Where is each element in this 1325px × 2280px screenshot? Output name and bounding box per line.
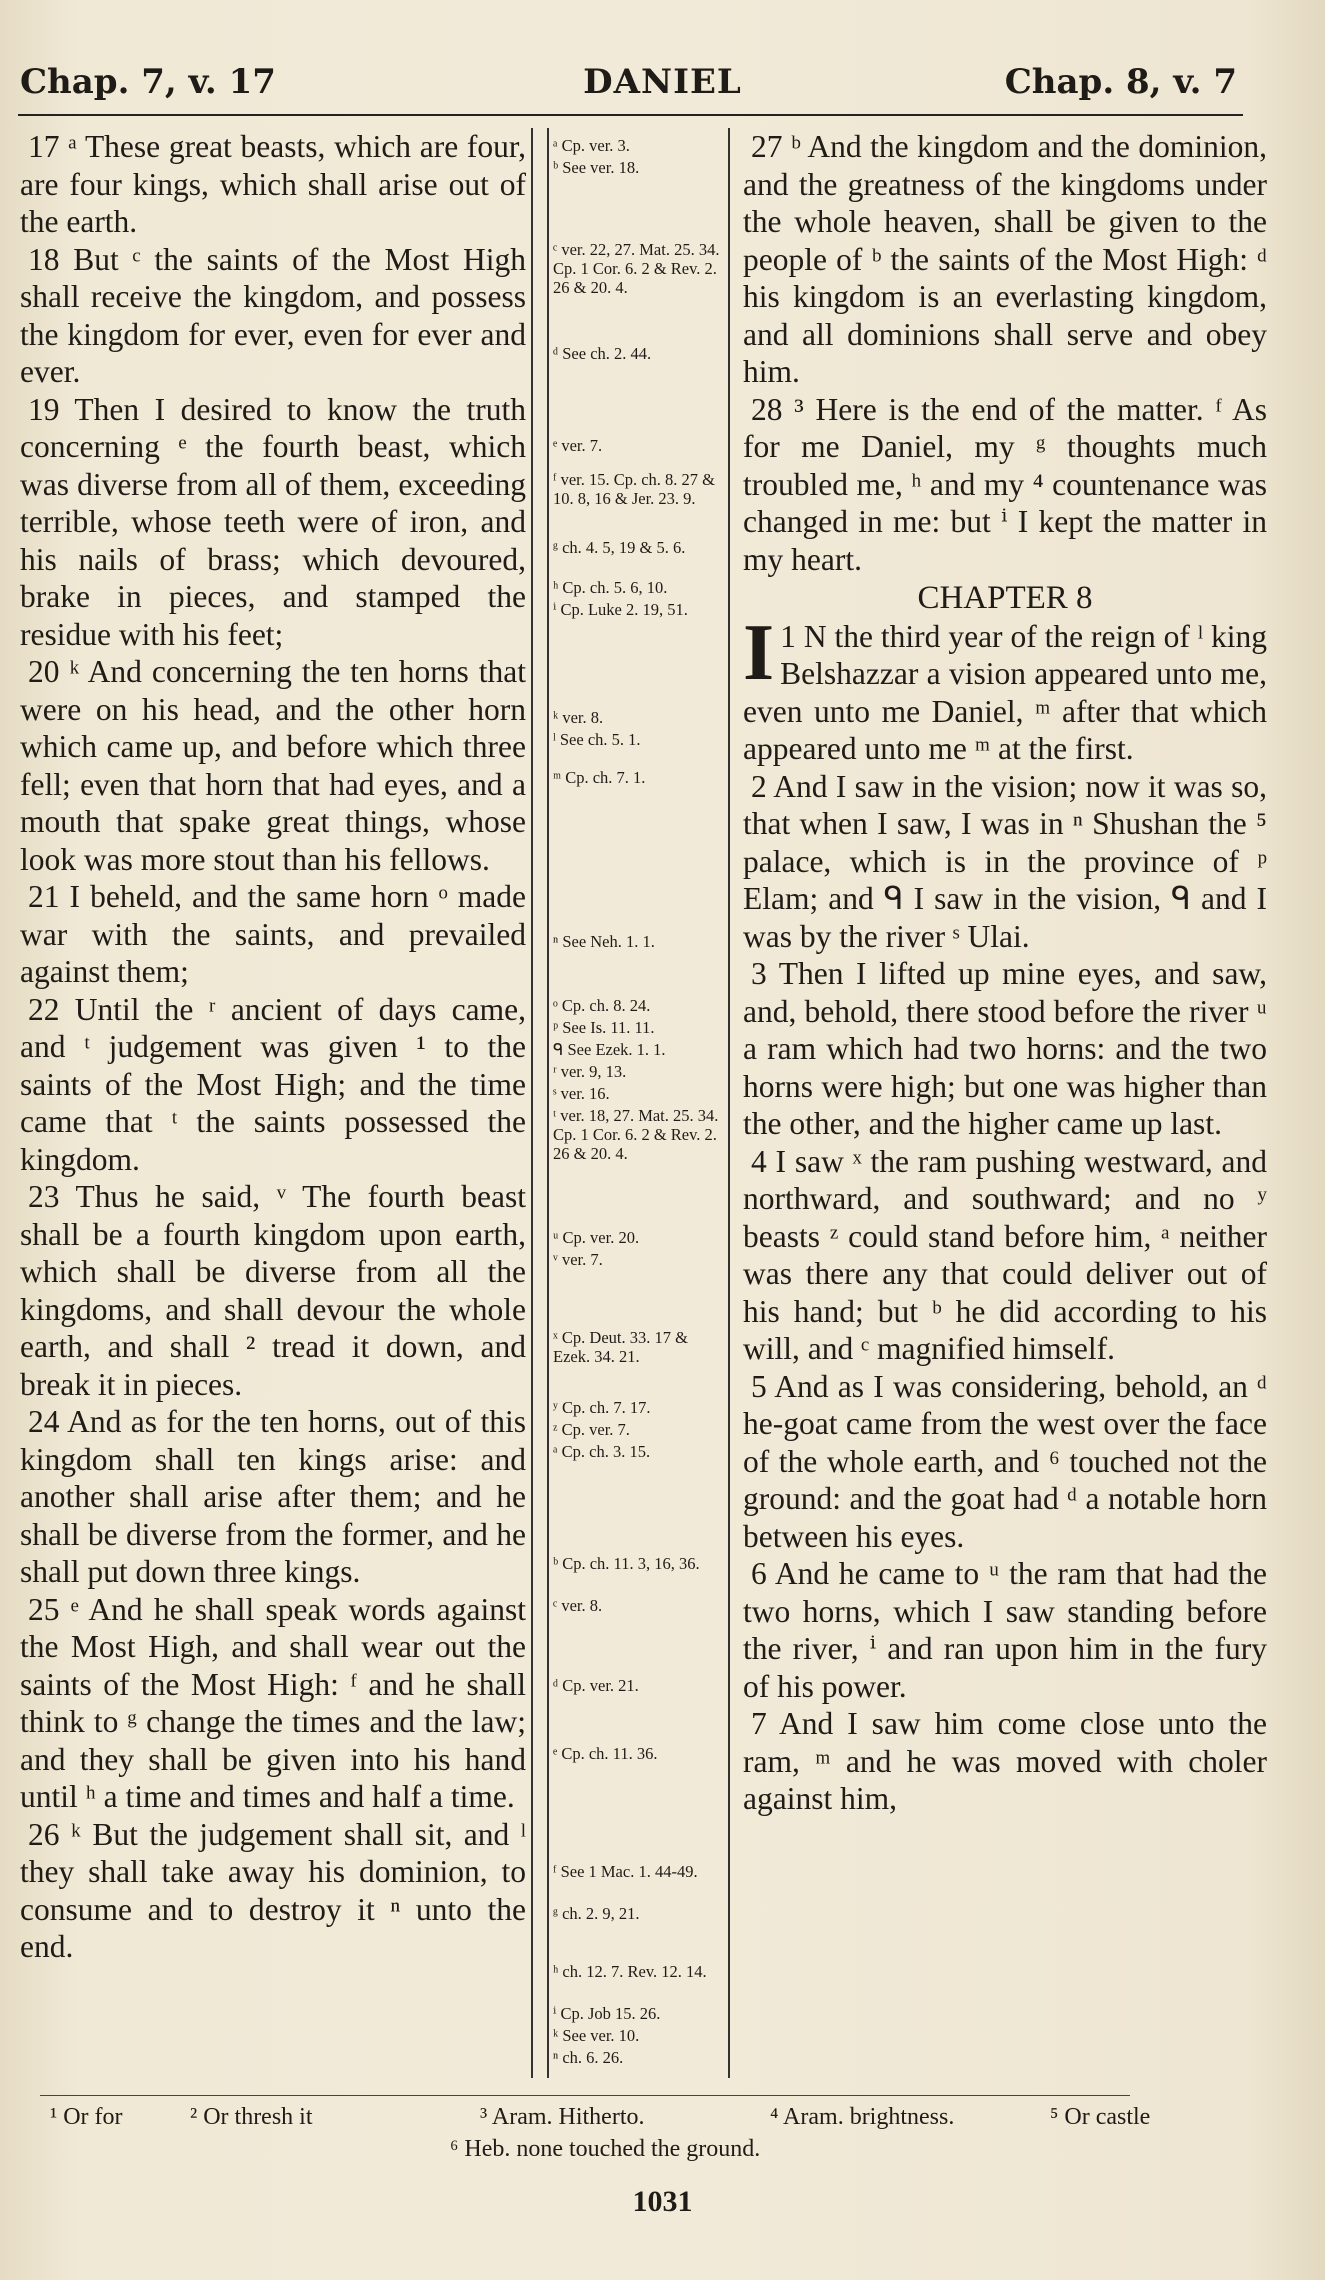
chapter-8-verse-2: 2 And I saw in the vision; now it was so, that when I saw, I was in ⁿ Shushan the ⁵ palace, which is in the province of ᵖ Elam; and ᑫ I saw in the vision, ᑫ and I was by the river ˢ Ulai.	[743, 768, 1267, 954]
margin-ref: ᵗ ver. 18, 27. Mat. 25. 34. Cp. 1 Cor. 6. 2 & Rev. 2. 26 & 20. 4.	[553, 1106, 719, 1163]
footnote: ⁶ Heb. none touched the ground.	[450, 2136, 761, 2162]
footnote: ² Or thresh it	[190, 2104, 313, 2130]
verse-24: 24 And as for the ten horns, out of this kingdom shall ten kings arise: and another shall arise after them; and he shall be diverse from the former, and he shall put down three kings.	[20, 1404, 526, 1589]
chapter-heading: CHAPTER 8	[917, 580, 1093, 616]
header-rule	[18, 114, 1243, 116]
verse-22: 22 Until the ʳ ancient of days came, and ᵗ judgement was given ¹ to the saints of the Most High; and the time came that ᵗ the saints possessed the kingdom.	[20, 991, 526, 1177]
cross-reference-column	[553, 136, 725, 2076]
margin-ref: ᵛ ver. 7.	[553, 1250, 603, 1269]
margin-ref: ᵇ Cp. ch. 11. 3, 16, 36.	[553, 1554, 700, 1573]
footnote: ⁵ Or castle	[1050, 2104, 1151, 2130]
margin-ref: ᵏ ver. 8.	[553, 708, 604, 727]
margin-ref: ˢ ver. 16.	[553, 1084, 610, 1103]
verse-28: 28 ³ Here is the end of the matter. ᶠ As for me Daniel, my ᵍ thoughts much troubled me, ʰ and my ⁴ countenance was changed in me: but ⁱ I kept the matter in my heart.	[743, 391, 1267, 577]
margin-ref: ᵖ See Is. 11. 11.	[553, 1018, 655, 1037]
right-text-column	[743, 128, 1267, 1818]
verse-18: 18 But ᶜ the saints of the Most High shall receive the kingdom, and possess the kingdom for ever, even for ever and ever.	[20, 241, 526, 389]
header-right-ref: Chap. 8, v. 7	[1004, 62, 1237, 102]
book-title: DANIEL	[583, 62, 742, 102]
margin-ref: ᶜ ver. 22, 27. Mat. 25. 34. Cp. 1 Cor. 6. 2 & Rev. 2. 26 & 20. 4.	[553, 240, 720, 297]
margin-ref: ᵍ ch. 2. 9, 21.	[553, 1904, 640, 1923]
verse-1-text: N the third year of the reign of ˡ king Belshazzar a vision appeared unto me, even unto me Daniel, ᵐ after that which appeared unto me ᵐ at the first.	[743, 618, 1268, 766]
margin-ref: ᶠ See 1 Mac. 1. 44-49.	[553, 1862, 698, 1881]
margin-ref: ⁱ Cp. Job 15. 26.	[553, 2004, 661, 2023]
margin-ref: ᑫ See Ezek. 1. 1.	[553, 1040, 666, 1059]
verse-23: 23 Thus he said, ᵛ The fourth beast shall be a fourth kingdom upon earth, which shall be diverse from all the kingdoms, and shall devour the whole earth, and shall ² tread it down, and break it in pieces.	[20, 1179, 526, 1402]
verse-27: 27 ᵇ And the kingdom and the dominion, and the greatness of the kingdoms under the whole heaven, shall be given to the people of ᵇ the saints of the Most High: ᵈ his kingdom is an everlasting kingdom, and all dominions shall serve and obey him.	[743, 129, 1267, 389]
margin-ref: ˣ Cp. Deut. 33. 17 & Ezek. 34. 21.	[553, 1328, 688, 1366]
verse-21: 21 I beheld, and the same horn ᵒ made war with the saints, and prevailed against them;	[20, 879, 526, 989]
verse-17: 17 ᵃ These great beasts, which are four, are four kings, which shall arise out of the earth.	[20, 129, 526, 239]
chapter-8-verse-7: 7 And I saw him come close unto the ram, ᵐ and he was moved with choler against him,	[743, 1706, 1267, 1816]
footnote-rule	[40, 2095, 1130, 2096]
margin-ref: ᵍ ch. 4. 5, 19 & 5. 6.	[553, 538, 686, 557]
left-text-column	[20, 128, 526, 1966]
verse-number: 1	[780, 618, 796, 654]
margin-ref: ᶻ Cp. ver. 7.	[553, 1420, 630, 1439]
verse-19: 19 Then I desired to know the truth concerning ᵉ the fourth beast, which was diverse from all of them, exceeding terrible, whose teeth were of iron, and his nails of brass; which devoured, brake in pieces, and stamped the residue with his feet;	[20, 391, 526, 652]
footnote: ¹ Or for	[50, 2104, 123, 2130]
chapter-8-verse-4: 4 I saw ˣ the ram pushing westward, and northward, and southward; and no ʸ beasts ᶻ could stand before him, ᵃ neither was there any that could deliver out of his hand; but ᵇ he did according to his will, and ᶜ magnified himself.	[743, 1143, 1267, 1366]
margin-ref: ᵃ Cp. ch. 3. 15.	[553, 1442, 651, 1461]
margin-ref: ᵉ Cp. ch. 11. 36.	[553, 1744, 658, 1763]
margin-ref: ᵃ Cp. ver. 3.	[553, 136, 630, 155]
margin-ref: ʰ ch. 12. 7. Rev. 12. 14.	[553, 1962, 707, 1981]
margin-ref: ᶜ ver. 8.	[553, 1596, 603, 1615]
footnote: ³ Aram. Hitherto.	[480, 2104, 645, 2130]
margin-rule-left	[547, 128, 549, 2078]
margin-ref: ᵒ Cp. ch. 8. 24.	[553, 996, 651, 1015]
header-left-ref: Chap. 7, v. 17	[20, 62, 276, 102]
verse-26: 26 ᵏ But the judgement shall sit, and ˡ they shall take away his dominion, to consume and to destroy it ⁿ unto the end.	[20, 1816, 526, 1964]
margin-ref: ᵈ See ch. 2. 44.	[553, 344, 652, 363]
chapter-8-verse-6: 6 And he came to ᵘ the ram that had the two horns, which I saw standing before the river, ⁱ and ran upon him in the fury of his power.	[743, 1556, 1267, 1704]
margin-ref: ⁱ Cp. Luke 2. 19, 51.	[553, 600, 688, 619]
chapter-8-verse-1	[743, 608, 1268, 768]
margin-ref: ᵉ ver. 7.	[553, 436, 603, 455]
page-number: 1031	[632, 2185, 693, 2218]
margin-ref: ᶠ ver. 15. Cp. ch. 8. 27 & 10. 8, 16 & Jer. 23. 9.	[553, 470, 716, 508]
margin-ref: ᵇ See ver. 18.	[553, 158, 640, 177]
margin-ref: ʰ Cp. ch. 5. 6, 10.	[553, 578, 668, 597]
margin-ref: ⁿ See Neh. 1. 1.	[553, 932, 655, 951]
column-rule-left	[531, 128, 533, 2078]
verse-20: 20 ᵏ And concerning the ten horns that were on his head, and the other horn which came up, and before which three fell; even that horn that had eyes, and a mouth that spake great things, whose look was more stout than his fellows.	[20, 654, 526, 877]
margin-ref: ⁿ ch. 6. 26.	[553, 2048, 624, 2067]
margin-rule-right	[728, 128, 730, 2078]
chapter-8-verse-3: 3 Then I lifted up mine eyes, and saw, and, behold, there stood before the river ᵘ a ram which had two horns: and the two horns were high; but one was higher than the other, and the higher came up last.	[743, 956, 1267, 1141]
margin-ref: ᵏ See ver. 10.	[553, 2026, 640, 2045]
chapter-8-verse-5: 5 And as I was considering, behold, an ᵈ he-goat came from the west over the face of the whole earth, and ⁶ touched not the ground: and the goat had ᵈ a notable horn between his eyes.	[743, 1368, 1267, 1554]
footnote: ⁴ Aram. brightness.	[770, 2104, 955, 2130]
verse-25: 25 ᵉ And he shall speak words against the Most High, and shall wear out the saints of the Most High: ᶠ and he shall think to ᵍ change the times and the law; and they shall be given into his hand until ʰ a time and times and half a time.	[20, 1591, 526, 1814]
margin-ref: ʸ Cp. ch. 7. 17.	[553, 1398, 651, 1417]
margin-ref: ᵐ Cp. ch. 7. 1.	[553, 768, 646, 787]
margin-ref: ˡ See ch. 5. 1.	[553, 730, 641, 749]
margin-ref: ᵘ Cp. ver. 20.	[553, 1228, 640, 1247]
drop-cap: I	[743, 608, 775, 697]
margin-ref: ᵈ Cp. ver. 21.	[553, 1676, 639, 1695]
margin-ref: ʳ ver. 9, 13.	[553, 1062, 627, 1081]
